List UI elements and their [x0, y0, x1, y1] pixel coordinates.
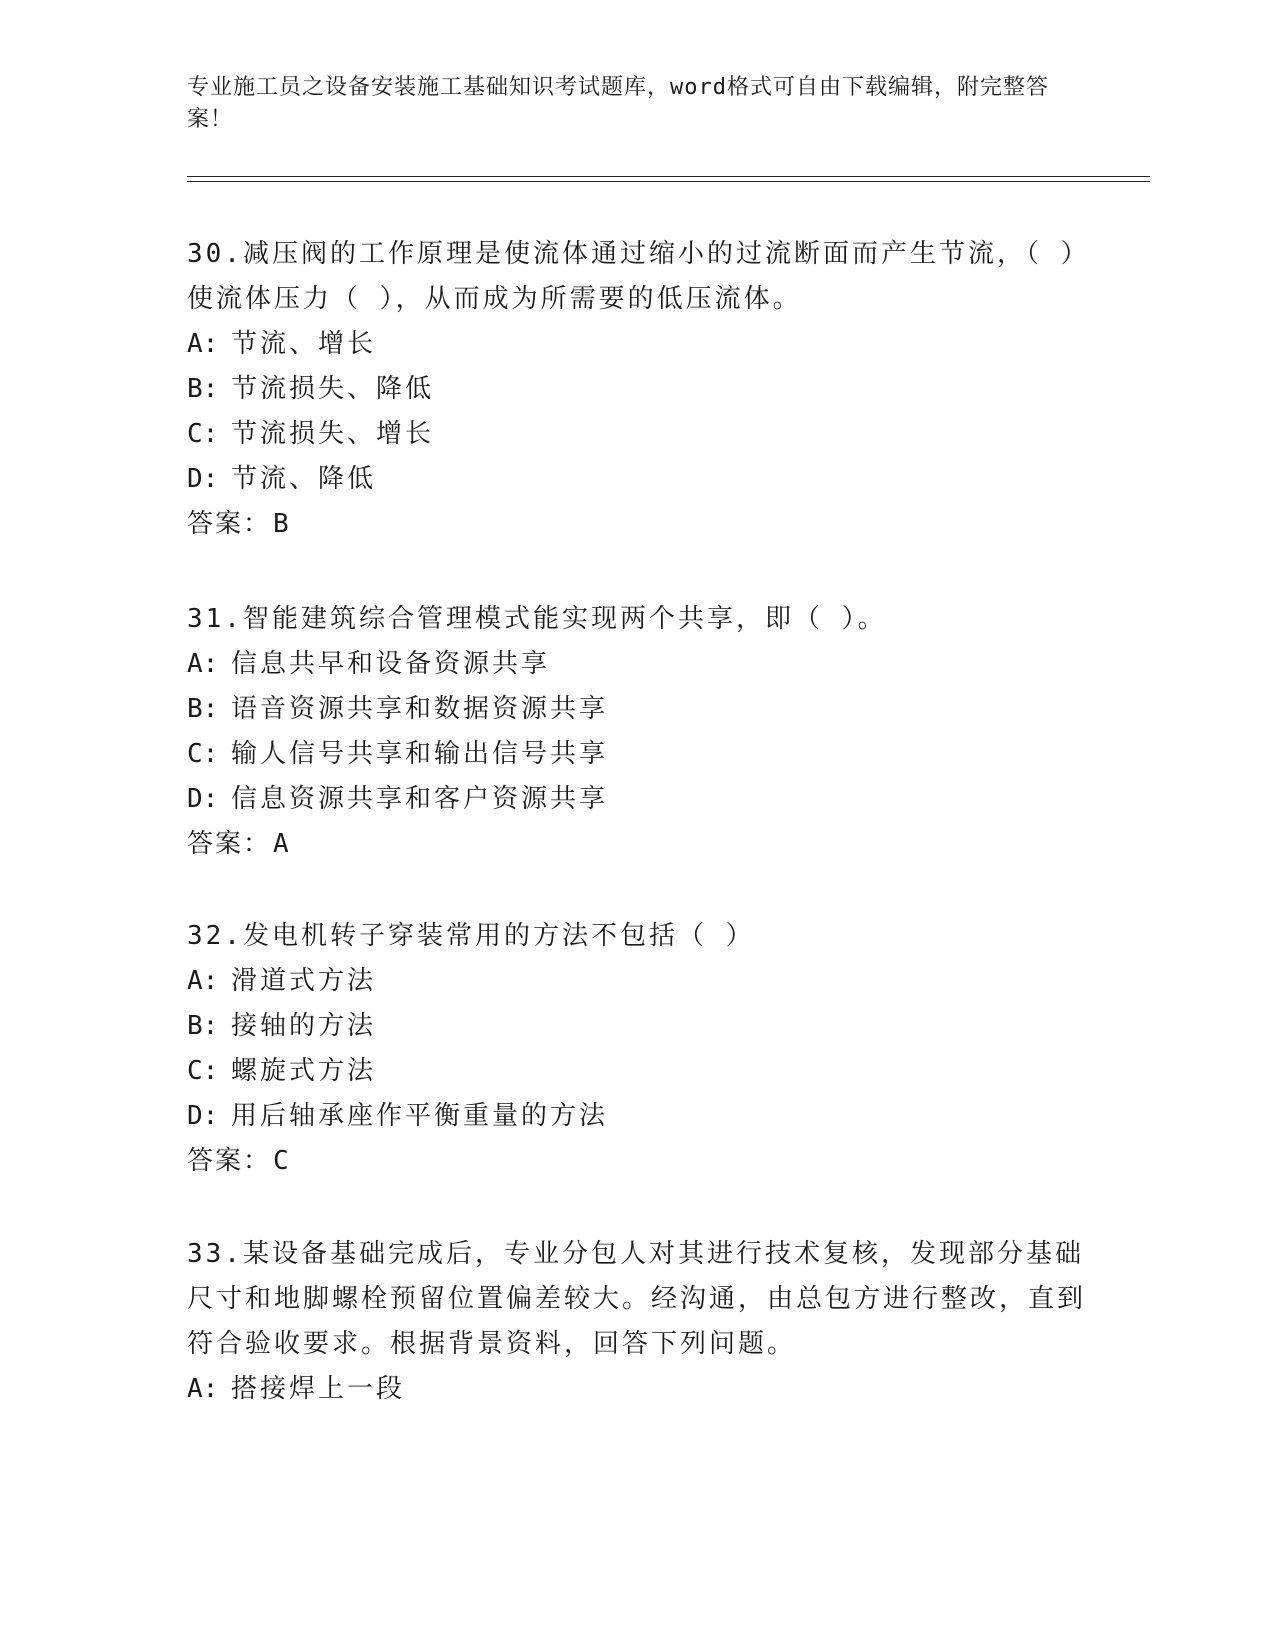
option-a	[187, 322, 1087, 367]
answer-line	[187, 822, 1087, 867]
option-text: 接轴的方法	[231, 1011, 377, 1041]
option-text: 搭接焊上一段	[231, 1374, 406, 1404]
option-key: D:	[187, 784, 219, 814]
answer-line	[187, 502, 1087, 547]
option-text: 螺旋式方法	[231, 1056, 377, 1086]
option-text: 节流损失、增长	[231, 419, 435, 449]
option-key: A:	[187, 649, 219, 679]
question-31	[187, 597, 1087, 867]
option-a	[187, 959, 1087, 1004]
option-key: D:	[187, 464, 219, 494]
option-key: B:	[187, 694, 219, 724]
option-d	[187, 1094, 1087, 1139]
option-list	[187, 1367, 1087, 1412]
header-divider-bottom	[187, 181, 1150, 182]
answer-value: B	[273, 509, 291, 539]
option-text: 节流损失、降低	[231, 374, 435, 404]
answer-value: C	[273, 1146, 291, 1176]
option-c	[187, 412, 1087, 457]
answer-label: 答案：	[187, 1146, 272, 1176]
option-key: D:	[187, 1101, 219, 1131]
option-list	[187, 959, 1087, 1139]
question-stem: 30.减压阀的工作原理是使流体通过缩小的过流断面而产生节流，（ ）使流体压力（ ），从而成为所需要的低压流体。	[187, 239, 1077, 314]
option-text: 信息共早和设备资源共享	[231, 649, 551, 679]
option-key: C:	[187, 1056, 219, 1086]
option-list	[187, 642, 1087, 822]
option-b	[187, 367, 1087, 412]
option-a	[187, 1367, 1087, 1412]
option-text: 节流、增长	[231, 329, 377, 359]
option-key: A:	[187, 329, 219, 359]
question-32	[187, 914, 1087, 1184]
option-key: B:	[187, 374, 219, 404]
option-text: 语音资源共享和数据资源共享	[231, 694, 609, 724]
option-d	[187, 777, 1087, 822]
option-b	[187, 687, 1087, 732]
option-b	[187, 1004, 1087, 1049]
question-30	[187, 232, 1087, 547]
option-text: 滑道式方法	[231, 966, 377, 996]
answer-label: 答案：	[187, 829, 272, 859]
option-text: 用后轴承座作平衡重量的方法	[231, 1101, 609, 1131]
header-divider-top	[187, 176, 1150, 177]
option-key: C:	[187, 739, 219, 769]
option-key: C:	[187, 419, 219, 449]
option-list	[187, 322, 1087, 502]
option-key: B:	[187, 1011, 219, 1041]
option-a	[187, 642, 1087, 687]
option-key: A:	[187, 966, 219, 996]
answer-label: 答案：	[187, 509, 272, 539]
option-key: A:	[187, 1374, 219, 1404]
answer-line	[187, 1139, 1087, 1184]
option-c	[187, 1049, 1087, 1094]
option-c	[187, 732, 1087, 777]
question-stem: 32.发电机转子穿装常用的方法不包括（ ）	[187, 921, 755, 951]
option-d	[187, 457, 1087, 502]
answer-value: A	[273, 829, 291, 859]
question-33	[187, 1232, 1087, 1412]
document-header: 专业施工员之设备安装施工基础知识考试题库，word格式可自由下载编辑，附完整答案！	[187, 75, 1049, 132]
question-stem: 33.某设备基础完成后，专业分包人对其进行技术复核，发现部分基础尺寸和地脚螺栓预留位置偏差较大。经沟通，由总包方进行整改，直到符合验收要求。根据背景资料，回答下列问题。	[187, 1239, 1087, 1359]
option-text: 信息资源共享和客户资源共享	[231, 784, 609, 814]
option-text: 输人信号共享和输出信号共享	[231, 739, 609, 769]
option-text: 节流、降低	[231, 464, 377, 494]
question-stem: 31.智能建筑综合管理模式能实现两个共享，即（ ）。	[187, 604, 887, 634]
